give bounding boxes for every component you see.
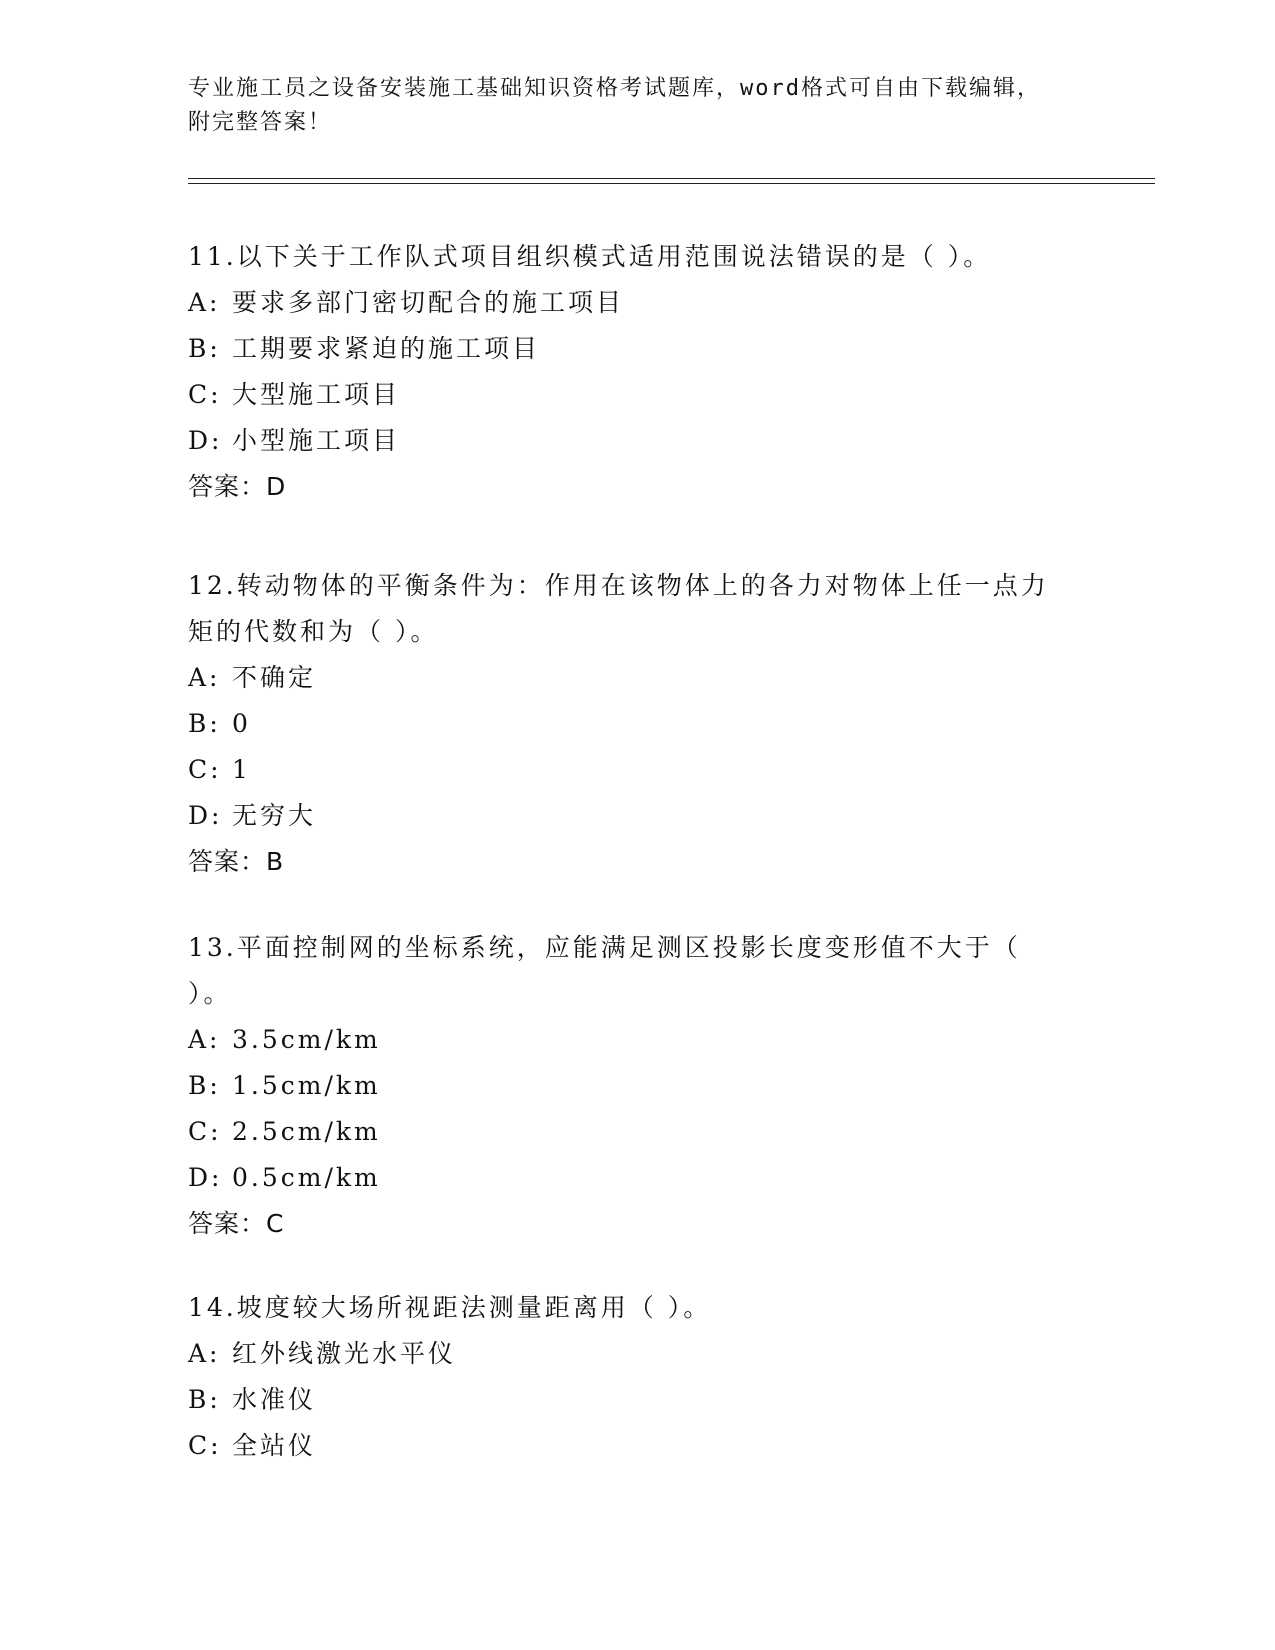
option-letter: C: [188,1117,222,1146]
option-text: 小型施工项目 [232,426,401,455]
question-11 [188,234,1088,510]
option-letter: B: [188,1385,221,1414]
option-letter: D: [188,1163,223,1192]
option-text: 全站仪 [232,1431,317,1460]
option-letter: C: [188,755,222,784]
option-b [188,1377,1088,1423]
option-text: 不确定 [232,663,317,692]
option-letter: D: [188,426,223,455]
option-letter: A: [188,1339,221,1368]
header-line-1: 专业施工员之设备安装施工基础知识资格考试题库，word格式可自由下载编辑， [188,76,1041,101]
option-letter: A: [188,1025,221,1054]
option-d [188,793,1088,839]
option-b [188,1063,1088,1109]
option-letter: B: [188,334,221,363]
option-letter: C: [188,1431,222,1460]
question-13 [188,925,1088,1247]
option-text: 大型施工项目 [232,380,401,409]
question-stem-continued: ）。 [188,979,232,1008]
option-text: 2.5cm/km [232,1117,381,1146]
option-letter: C: [188,380,222,409]
answer-label: 答案：B [188,847,285,876]
option-letter: A: [188,288,221,317]
answer-label: 答案：C [188,1209,285,1238]
option-text: 0 [232,709,251,738]
option-a [188,1331,1088,1377]
option-letter: D: [188,801,223,830]
option-c [188,747,1088,793]
question-stem-continued: 矩的代数和为（ ）。 [188,617,439,646]
document-header [188,72,1088,140]
header-divider-bottom [188,183,1155,184]
option-text: 红外线激光水平仪 [232,1339,457,1368]
header-line-2: 附完整答案！ [188,110,333,135]
option-letter: A: [188,663,221,692]
option-text: 3.5cm/km [232,1025,381,1054]
question-stem: 14.坡度较大场所视距法测量距离用（ ）。 [188,1293,712,1322]
header-divider-top [188,178,1155,179]
option-text: 水准仪 [232,1385,317,1414]
option-text: 1 [232,755,251,784]
option-b [188,701,1088,747]
option-a [188,655,1088,701]
question-stem: 12.转动物体的平衡条件为：作用在该物体上的各力对物体上任一点力 [188,571,1049,600]
option-c [188,1109,1088,1155]
question-12 [188,563,1088,885]
answer-label: 答案：D [188,472,287,501]
option-c [188,372,1088,418]
option-d [188,1155,1088,1201]
option-c [188,1423,1088,1469]
option-text: 无穷大 [232,801,317,830]
question-14 [188,1285,1088,1469]
option-text: 0.5cm/km [232,1163,381,1192]
option-a [188,1017,1088,1063]
option-letter: B: [188,709,221,738]
option-text: 要求多部门密切配合的施工项目 [232,288,625,317]
question-stem: 13.平面控制网的坐标系统，应能满足测区投影长度变形值不大于（ [188,933,1021,962]
option-letter: B: [188,1071,221,1100]
option-text: 1.5cm/km [232,1071,381,1100]
option-a [188,280,1088,326]
option-b [188,326,1088,372]
option-text: 工期要求紧迫的施工项目 [232,334,541,363]
question-stem: 11.以下关于工作队式项目组织模式适用范围说法错误的是（ ）。 [188,242,992,271]
option-d [188,418,1088,464]
